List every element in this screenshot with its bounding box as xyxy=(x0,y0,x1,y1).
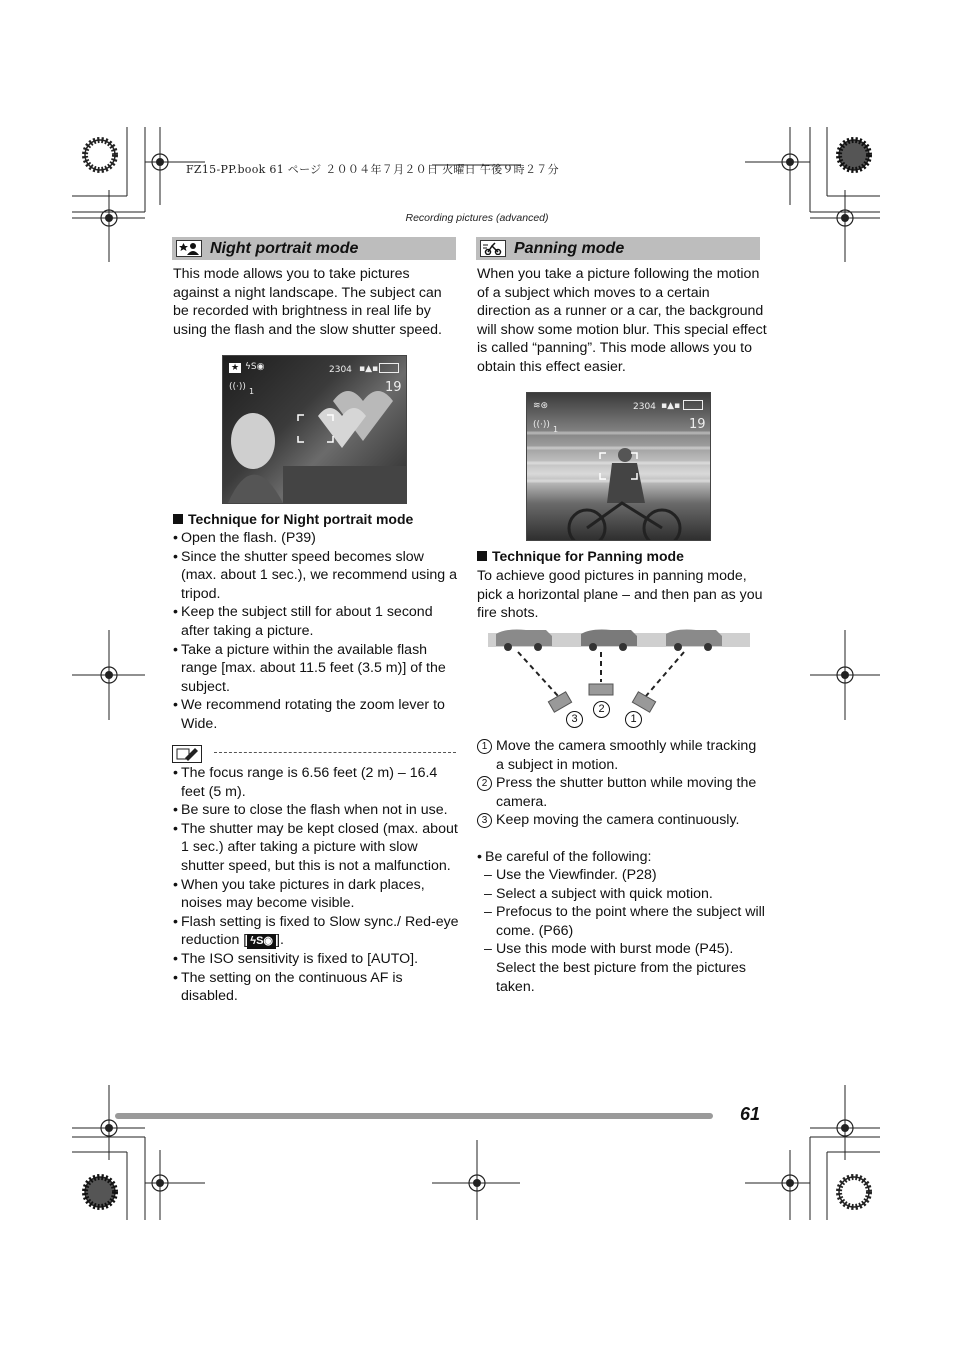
night-portrait-icon xyxy=(176,240,202,257)
night-portrait-heading xyxy=(172,237,456,260)
footer-bar xyxy=(115,1113,713,1119)
running-header: Recording pictures (advanced) xyxy=(405,212,549,224)
panning-technique-text: To achieve good pictures in panning mode, pick a horizontal plane – and then pan as you fire shots. xyxy=(477,568,763,622)
panning-icon xyxy=(480,240,506,257)
panning-diagram xyxy=(486,628,752,734)
list-item: • When you take pictures in dark places, noises may become visible. xyxy=(173,876,461,913)
list-item: • Be sure to close the flash when not in use. xyxy=(173,801,461,820)
panning-photo: ≋⊛ ((·)) 2304 ▪▲▪ 19 1 xyxy=(526,392,711,541)
list-item: • Be careful of the following: xyxy=(477,848,767,867)
list-item: • Since the shutter speed becomes slow (max. about 1 sec.), we recommend using a tripod. xyxy=(173,548,457,604)
night-portrait-photo: ★ ϟS◉ ((·)) 2304 ▪▲▪ 19 1 xyxy=(222,355,407,504)
battery-icon xyxy=(683,400,703,410)
remaining-count: 19 xyxy=(689,417,706,432)
list-item: – Prefocus to the point where the subject will come. (P66) xyxy=(477,903,767,940)
shot-count: 2304 xyxy=(329,365,352,375)
list-item: • The focus range is 6.56 feet (2 m) – 16.4 feet (5 m). xyxy=(173,764,461,801)
night-notes-list xyxy=(173,764,461,1006)
print-job-info: FZ15-PP.book 61 ページ ２００４年７月２０日 火曜日 午後９時２７分 xyxy=(186,163,559,176)
list-item: • Take a picture within the available flash range [max. about 11.5 feet (3.5 m)] of the subject. xyxy=(173,641,457,697)
list-item: • The ISO sensitivity is fixed to [AUTO]. xyxy=(173,950,461,969)
panning-heading xyxy=(476,237,760,260)
list-item: 2 Press the shutter button while moving the camera. xyxy=(477,774,767,811)
page-number: 61 xyxy=(740,1104,761,1124)
flash-slow-sync-redeye-icon: ϟS◉ xyxy=(247,934,276,949)
section-title: Night portrait mode xyxy=(210,239,359,257)
list-item: 1 Move the camera smoothly while tracking a subject in motion. xyxy=(477,737,767,774)
careful-title xyxy=(477,848,767,867)
list-item: – Use the Viewfinder. (P28) xyxy=(477,866,767,885)
osd-sub-number: 1 xyxy=(553,425,559,434)
note-icon xyxy=(172,745,202,763)
section-title: Panning mode xyxy=(514,239,625,257)
list-item: – Select a subject with quick motion. xyxy=(477,885,767,904)
list-item: • We recommend rotating the zoom lever to Wide. xyxy=(173,696,457,733)
night-technique-title: Technique for Night portrait mode xyxy=(173,511,413,527)
list-item: • Open the flash. (P39) xyxy=(173,529,457,548)
shot-count: 2304 xyxy=(633,402,656,412)
osd-sub-number: 1 xyxy=(249,387,255,396)
list-item: • Flash setting is fixed to Slow sync./ Red-eye reduction [ ϟS◉ ]. xyxy=(173,913,461,950)
night-portrait-intro: This mode allows you to take pictures against a night landscape. The subject can be recorded with brightness in real life by using the flash and the slow shutter speed. xyxy=(173,266,442,338)
list-item: • The shutter may be kept closed (max. about 1 sec.) after taking a picture with slow shutter speed, but this is not a malfunction. xyxy=(173,820,461,876)
panning-intro: When you take a picture following the motion of a subject which moves to a certain direction as a runner or a car, the background will show some motion blur. This special effect is called “panning”. This mode allows you to obtain this effect easier. xyxy=(477,266,767,375)
remaining-count: 19 xyxy=(385,380,402,395)
diagram-label-2: 2 xyxy=(593,701,610,718)
list-item: • The setting on the continuous AF is disabled. xyxy=(173,969,461,1006)
panning-steps xyxy=(477,737,767,830)
night-technique-list xyxy=(173,529,457,734)
panning-technique-title: Technique for Panning mode xyxy=(477,548,684,564)
careful-list xyxy=(477,866,767,996)
battery-icon xyxy=(379,363,399,373)
list-item: • Keep the subject still for about 1 second after taking a picture. xyxy=(173,603,457,640)
note-divider xyxy=(214,752,456,753)
diagram-label-1: 1 xyxy=(625,711,642,728)
diagram-label-3: 3 xyxy=(566,711,583,728)
list-item: – Use this mode with burst mode (P45). Select the best picture from the pictures taken. xyxy=(477,940,767,996)
list-item: 3 Keep moving the camera continuously. xyxy=(477,811,767,830)
